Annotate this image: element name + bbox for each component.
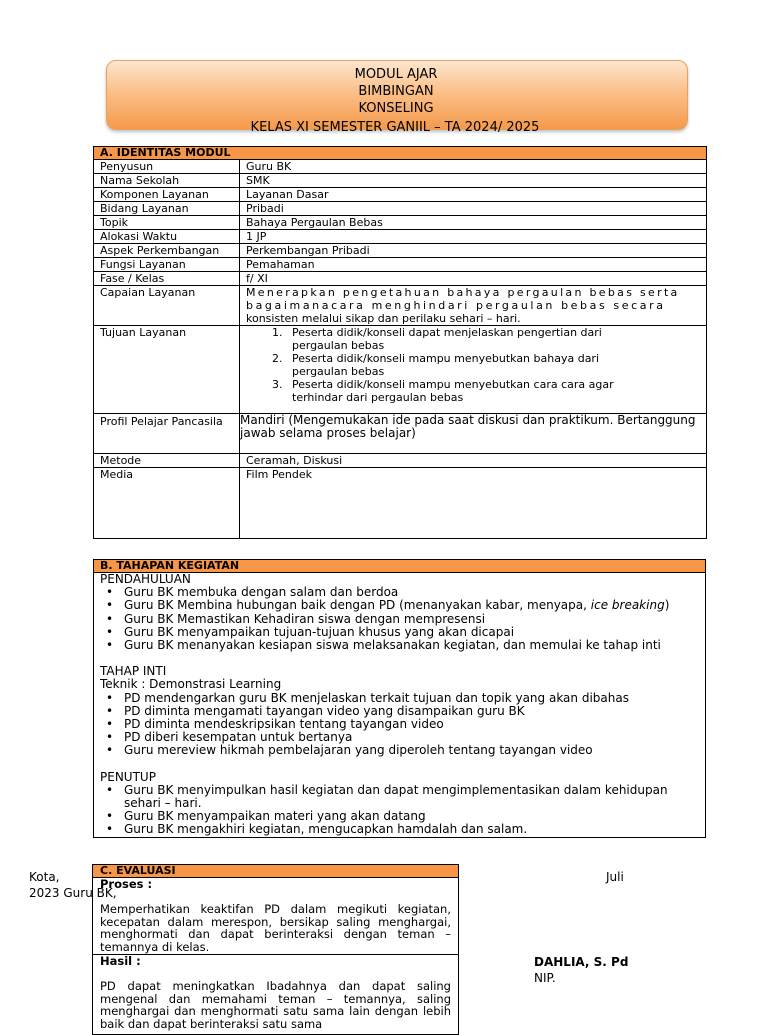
capaian-label: Capaian Layanan xyxy=(94,286,240,326)
identitas-heading: A. IDENTITAS MODUL xyxy=(94,147,707,160)
list-item: • Guru BK menyimpulkan hasil kegiatan dan dapat mengimplementasikan dalam kehidupan sehari – hari. xyxy=(118,784,691,810)
row-label: Topik xyxy=(94,216,240,230)
sig-year-guru: 2023 Guru BK, xyxy=(29,886,117,900)
pendahuluan-list xyxy=(100,586,705,652)
row-value: 1 JP xyxy=(240,230,707,244)
list-item: 1. Peserta didik/konseli dapat menjelaskan pengertian dari pergaulan bebas xyxy=(286,326,626,352)
pendahuluan-title: PENDAHULUAN xyxy=(100,572,191,586)
tujuan-label: Tujuan Layanan xyxy=(94,326,240,414)
identitas-table xyxy=(93,146,707,539)
row-label: Komponen Layanan xyxy=(94,188,240,202)
row-label: Penyusun xyxy=(94,160,240,174)
row-label: Nama Sekolah xyxy=(94,174,240,188)
capaian-line-1: Menerapkan pengetahuan bahaya pergaulan bebas serta xyxy=(246,286,680,299)
row-label: Bidang Layanan xyxy=(94,202,240,216)
row-value: Pribadi xyxy=(240,202,707,216)
profil-label: Profil Pelajar Pancasila xyxy=(94,414,240,454)
inti-teknik: Teknik : Demonstrasi Learning xyxy=(100,677,282,692)
tujuan-list xyxy=(246,326,626,404)
capaian-value xyxy=(240,286,707,326)
proses-title: Proses : xyxy=(100,877,153,891)
profil-value: Mandiri (Mengemukakan ide pada saat diskusi dan praktikum. Bertanggung jawab selama proses belajar) xyxy=(240,414,707,454)
membina-italic: ice breaking xyxy=(590,598,665,613)
list-item: • PD diberi kesempatan untuk bertanya xyxy=(118,731,705,744)
evaluasi-table xyxy=(92,864,459,1035)
sig-kota: Kota, xyxy=(29,870,60,884)
row-value: Bahaya Pergaulan Bebas xyxy=(240,216,707,230)
row-value: Guru BK xyxy=(240,160,707,174)
membina-end: ) xyxy=(664,598,670,613)
list-item: • Guru mereview hikmah pembelajaran yang diperoleh tentang tayangan video xyxy=(118,744,705,757)
capaian-line-3: konsisten melalui sikap dan perilaku sehari – hari. xyxy=(246,312,521,325)
title-line-3: KONSELING xyxy=(358,101,434,116)
penutup-list xyxy=(100,784,705,837)
list-item: • PD diminta mendeskripsikan tentang tayangan video xyxy=(118,718,705,731)
sig-name: DAHLIA, S. Pd xyxy=(534,955,629,969)
row-value: f/ XI xyxy=(240,272,707,286)
list-item: • Guru BK membuka dengan salam dan berdoa xyxy=(118,586,705,599)
penutup-title: PENUTUP xyxy=(100,769,156,784)
proses-cell xyxy=(93,878,459,955)
list-item: • Guru BK Memastikan Kehadiran siswa dengan mempresensi xyxy=(118,613,705,626)
hasil-cell xyxy=(93,955,459,1035)
row-value: Perkembangan Pribadi xyxy=(240,244,707,258)
tahapan-content xyxy=(94,573,706,838)
metode-label: Metode xyxy=(94,454,240,468)
list-item: • Guru BK menanyakan kesiapan siswa melaksanakan kegiatan, dan memulai ke tahap inti xyxy=(118,639,705,652)
title-line-4: KELAS XI SEMESTER GANIIL – TA 2024/ 2025 xyxy=(250,120,540,135)
list-item: • Guru BK menyampaikan materi yang akan datang xyxy=(118,810,691,823)
membina-text: Guru BK Membina hubungan baik dengan PD (menanyakan kabar, menyapa, xyxy=(124,598,591,613)
row-label: Fase / Kelas xyxy=(94,272,240,286)
proses-text: Memperhatikan keaktifan PD dalam megikuti kegiatan, kecepatan dalam merespon, bersikap saling menghargai, menghormati dan dapat berinteraksi dengan teman – temannya di kelas. xyxy=(100,901,451,955)
list-item: • PD mendengarkan guru BK menjelaskan terkait tujuan dan topik yang akan dibahas xyxy=(118,692,705,705)
metode-value: Ceramah, Diskusi xyxy=(240,454,707,468)
evaluasi-heading: C. EVALUASI xyxy=(93,865,459,878)
tahapan-table xyxy=(93,559,706,838)
list-item: • PD diminta mengamati tayangan video yang disampaikan guru BK xyxy=(118,705,705,718)
inti-title: TAHAP INTI xyxy=(100,664,167,679)
list-item: 3. Peserta didik/konseli mampu menyebutkan cara cara agar terhindar dari pergaulan bebas xyxy=(286,378,626,404)
hasil-title: Hasil : xyxy=(100,954,141,968)
media-value: Film Pendek xyxy=(240,468,707,539)
tahapan-heading: B. TAHAPAN KEGIATAN xyxy=(94,560,706,573)
row-label: Alokasi Waktu xyxy=(94,230,240,244)
capaian-line-2: bagaimanacara menghindari pergaulan bebas secara xyxy=(246,299,666,312)
row-label: Fungsi Layanan xyxy=(94,258,240,272)
list-item: • Guru BK mengakhiri kegiatan, mengucapkan hamdalah dan salam. xyxy=(118,823,691,836)
inti-list xyxy=(100,692,705,758)
row-value: SMK xyxy=(240,174,707,188)
row-value: Pemahaman xyxy=(240,258,707,272)
list-item xyxy=(118,599,705,612)
title-line-1: MODUL AJAR xyxy=(354,67,438,82)
media-label: Media xyxy=(94,468,240,539)
list-item: • Guru BK menyampaikan tujuan-tujuan khusus yang akan dicapai xyxy=(118,626,705,639)
sig-juli: Juli xyxy=(606,870,624,884)
sig-nip: NIP. xyxy=(534,971,556,985)
title-line-2: BIMBINGAN xyxy=(358,84,434,99)
tujuan-value xyxy=(240,326,707,414)
list-item: 2. Peserta didik/konseli mampu menyebutkan bahaya dari pergaulan bebas xyxy=(286,352,626,378)
row-label: Aspek Perkembangan xyxy=(94,244,240,258)
hasil-text: PD dapat meningkatkan Ibadahnya dan dapat saling mengenal dan memahami teman – temannya, saling menghargai dan menghormati satu sama lain dengan lebih baik dan dapat berinteraksi satu sama xyxy=(100,978,451,1032)
row-value: Layanan Dasar xyxy=(240,188,707,202)
